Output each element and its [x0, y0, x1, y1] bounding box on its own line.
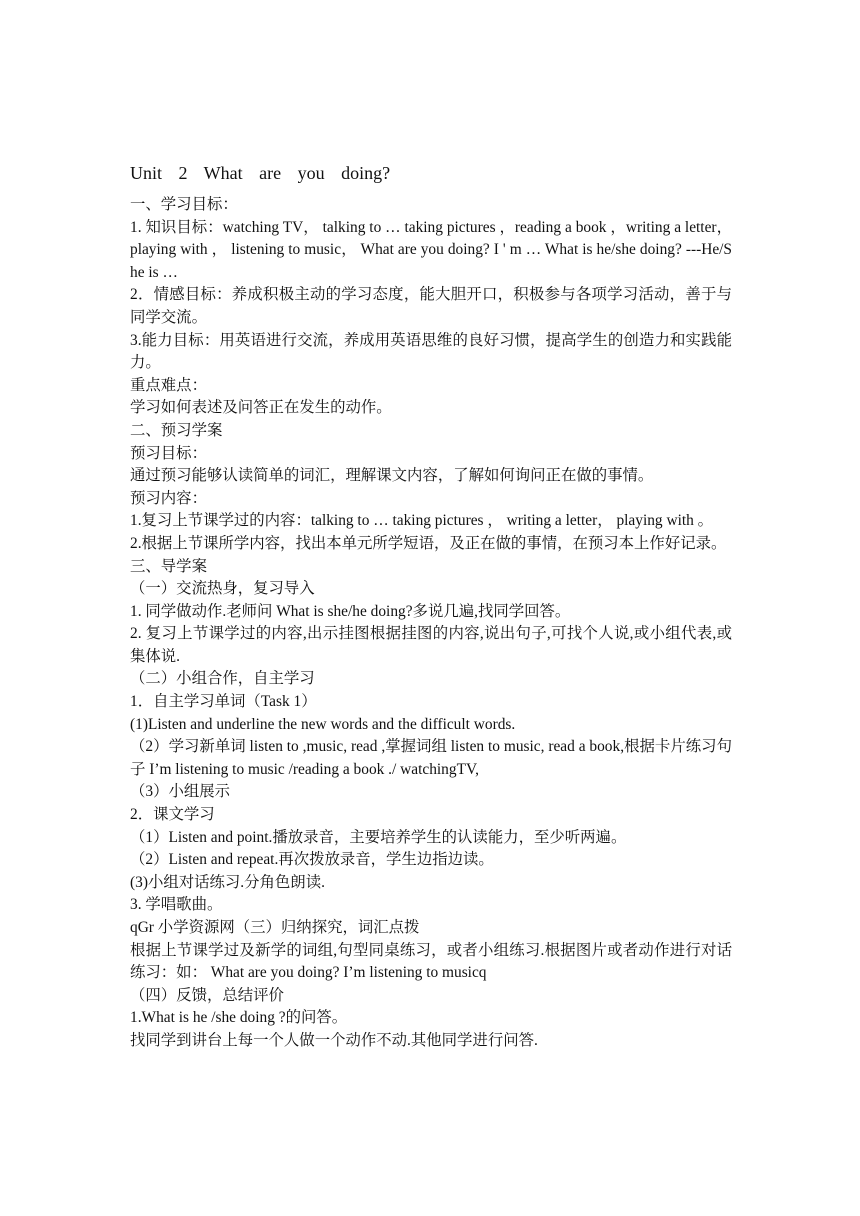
- paragraph: （1）Listen and point.播放录音，主要培养学生的认读能力，至少听两遍。: [130, 828, 627, 846]
- paragraph: (3)小组对话练习.分角色朗读.: [130, 873, 325, 891]
- paragraph: (1)Listen and underline the new words and the difficult words.: [130, 715, 516, 733]
- paragraph: 预习目标：: [130, 444, 207, 462]
- paragraph: 2. 复习上节课学过的内容,出示挂图根据挂图的内容,说出句子,可找个人说,或小组代表,或集体说.: [130, 625, 732, 665]
- paragraph: （2）学习新单词 listen to ,music, read ,掌握词组 listen to music, read a book,根据卡片练习句子 I’m listening to music /reading a book ./ watchingTV,: [130, 738, 732, 778]
- paragraph: 根据上节课学过及新学的词组,句型同桌练习，或者小组练习.根据图片或者动作进行对话练习：如： What are you doing? I’m listening to musicq: [130, 941, 732, 982]
- paragraph: 2.根据上节课所学内容，找出本单元所学短语，及正在做的事情，在预习本上作好记录。: [130, 534, 727, 552]
- paragraph: 学习如何表述及问答正在发生的动作。: [130, 399, 392, 417]
- document-body: [130, 194, 732, 1053]
- paragraph: 1.What is he /she doing ?的问答。: [130, 1009, 348, 1027]
- paragraph: 1. 知识目标：watching TV， talking to … taking pictures ，reading a book ，writing a letter， playing with ， listening to music， What are you doing? I ' m … What is he/she doing? ---He/She is …: [130, 218, 732, 281]
- paragraph: 重点难点：: [130, 376, 207, 394]
- paragraph: 1. 同学做动作.老师问 What is she/he doing?多说几遍,找同学回答。: [130, 602, 571, 620]
- paragraph: 三、导学案: [130, 557, 207, 575]
- unit-title: Unit 2 What are you doing?: [130, 163, 391, 183]
- document-page: [130, 160, 732, 1053]
- paragraph: 2．课文学习: [130, 806, 215, 824]
- paragraph: 2．情感目标：养成积极主动的学习态度，能大胆开口，积极参与各项学习活动，善于与同学交流。: [130, 286, 732, 326]
- paragraph: （四）反馈，总结评价: [130, 986, 284, 1004]
- paragraph: 二、预习学案: [130, 421, 223, 439]
- paragraph: （3）小组展示: [130, 783, 231, 801]
- paragraph: qGr 小学资源网（三）归纳探究，词汇点拨: [130, 919, 420, 936]
- paragraph: 预习内容：: [130, 489, 207, 507]
- paragraph: （一）交流热身，复习导入: [130, 580, 315, 598]
- paragraph: （二）小组合作，自主学习: [130, 670, 315, 688]
- paragraph: 1.复习上节课学过的内容：talking to … taking pictures ， writing a letter， playing with 。: [130, 512, 714, 530]
- paragraph: （2）Listen and repeat.再次拨放录音，学生边指边读。: [130, 851, 494, 869]
- paragraph: 3. 学唱歌曲。: [130, 896, 223, 914]
- paragraph: 3.能力目标：用英语进行交流，养成用英语思维的良好习惯，提高学生的创造力和实践能力。: [130, 331, 732, 372]
- paragraph: 1．自主学习单词（Task 1）: [130, 693, 317, 711]
- paragraph: 找同学到讲台上每一个人做一个动作不动.其他同学进行问答.: [130, 1031, 538, 1049]
- paragraph: 通过预习能够认读简单的词汇，理解课文内容，了解如何询问正在做的事情。: [130, 467, 654, 485]
- paragraph: 一、学习目标：: [130, 196, 238, 213]
